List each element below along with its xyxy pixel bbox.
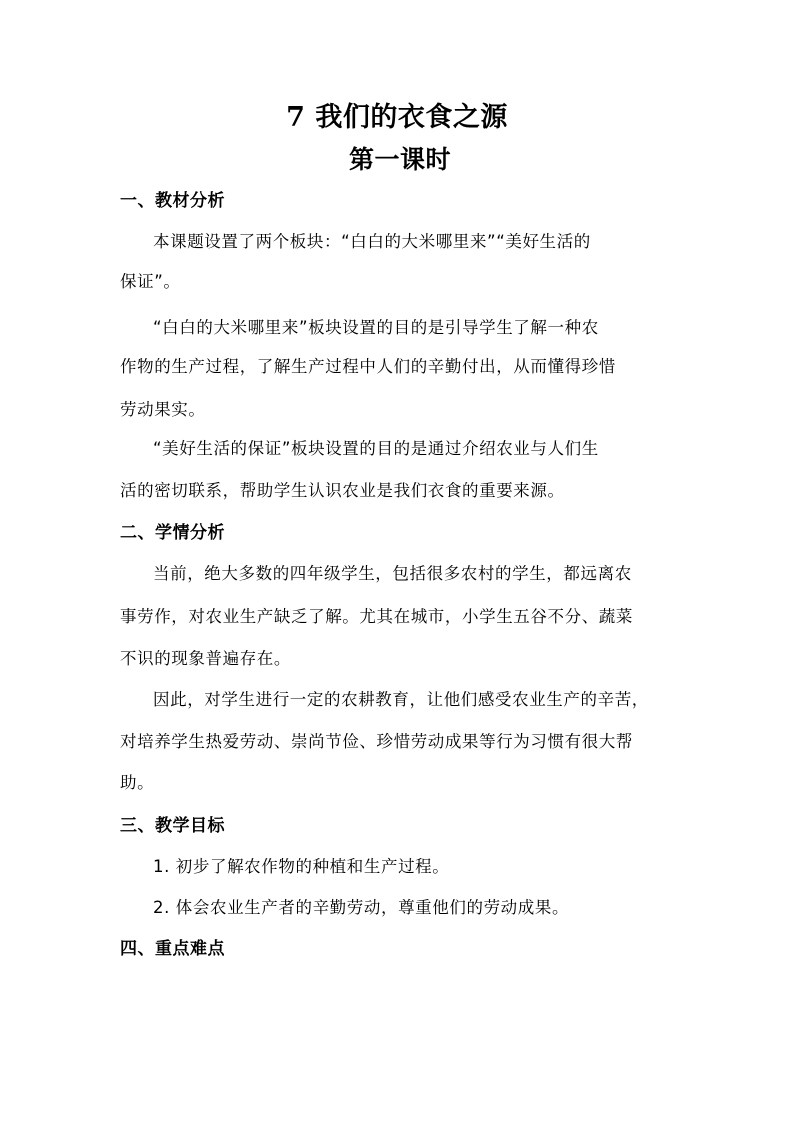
paragraph-line: 本课题设置了两个板块：“白白的大米哪里来”“美好生活的 xyxy=(153,232,591,251)
paragraph-line: “美好生活的保证”板块设置的目的是通过介绍农业与人们生 xyxy=(153,439,599,458)
paragraph-line: 因此，对学生进行一定的农耕教育，让他们感受农业生产的辛苦， xyxy=(153,690,649,709)
goal-item: 2. 体会农业生产者的辛勤劳动，尊重他们的劳动成果。 xyxy=(153,898,570,917)
section-heading-student-analysis: 二、学情分析 xyxy=(120,523,225,543)
paragraph-line: 对培养学生热爱劳动、崇尚节俭、珍惜劳动成果等行为习惯有很大帮 xyxy=(120,732,633,751)
page-subtitle: 第一课时 xyxy=(348,145,451,174)
section-heading-textbook-analysis: 一、教材分析 xyxy=(120,191,225,211)
page-title xyxy=(0,101,794,135)
paragraph-line: 当前，绝大多数的四年级学生，包括很多农村的学生，都远离农 xyxy=(153,564,632,583)
title-text: 我们的衣食之源 xyxy=(315,102,508,133)
section-heading-key-points: 四、重点难点 xyxy=(120,939,225,959)
paragraph-line: 事劳作，对农业生产缺乏了解。尤其在城市，小学生五谷不分、蔬菜 xyxy=(120,607,633,626)
paragraph-line: 劳动果实。 xyxy=(120,400,206,419)
paragraph-line: 作物的生产过程，了解生产过程中人们的辛勤付出，从而懂得珍惜 xyxy=(120,357,616,376)
title-number: 7 xyxy=(286,102,306,133)
paragraph-line: 助。 xyxy=(120,773,155,792)
paragraph-line: 活的密切联系，帮助学生认识农业是我们衣食的重要来源。 xyxy=(120,481,565,500)
paragraph-line: “白白的大米哪里来”板块设置的目的是引导学生了解一种农 xyxy=(153,318,599,337)
goal-item: 1. 初步了解农作物的种植和生产过程。 xyxy=(153,857,450,876)
paragraph-line: 保证”。 xyxy=(120,272,181,291)
section-heading-teaching-goals: 三、教学目标 xyxy=(120,816,225,836)
paragraph-line: 不识的现象普遍存在。 xyxy=(120,649,291,668)
